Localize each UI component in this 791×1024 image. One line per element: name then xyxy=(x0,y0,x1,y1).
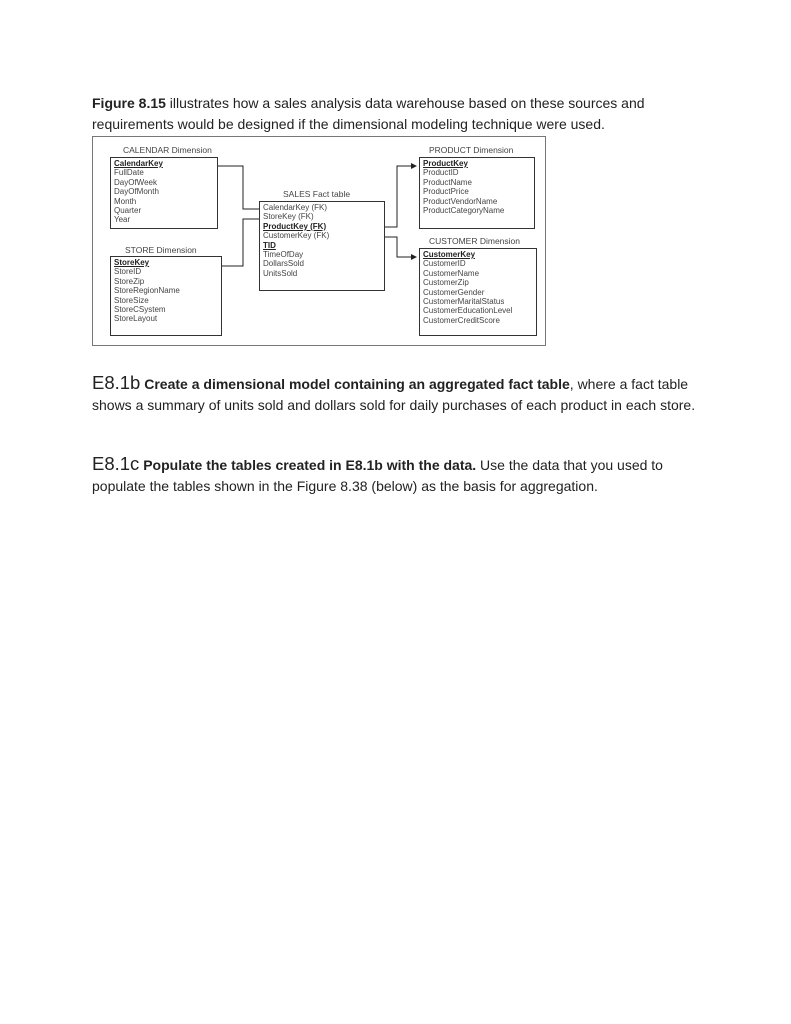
product-dimension-title: PRODUCT Dimension xyxy=(429,145,514,155)
product-attr: ProductPrice xyxy=(423,187,469,197)
customer-attr: CustomerName xyxy=(423,268,480,278)
store-attr: StoreCSystem xyxy=(114,305,166,315)
sales-fact-title: SALES Fact table xyxy=(283,189,351,199)
sales-fact-table xyxy=(259,201,385,291)
exercise-e81c-text: Use the data that you used to populate the tables shown in the Figure 8.38 (below) as the basis for aggregation. xyxy=(92,457,663,494)
sales-attr: StoreKey (FK) xyxy=(263,212,314,222)
calendar-attr: Year xyxy=(114,215,131,225)
dimensional-model-figure xyxy=(92,136,546,346)
exercise-e81c-bold: Populate the tables created in E8.1b with the data. xyxy=(139,457,477,473)
sales-attr: ProductKey (FK) xyxy=(263,221,327,231)
customer-attr: CustomerEducationLevel xyxy=(423,306,513,316)
figure-reference: Figure 8.15 xyxy=(92,95,166,111)
exercise-e81c-label: E8.1c xyxy=(92,453,140,474)
calendar-attr: Quarter xyxy=(114,206,142,216)
store-attr: StoreZip xyxy=(114,276,145,286)
exercise-e81b-bold: Create a dimensional model containing an aggregated fact table xyxy=(140,376,570,392)
link-store xyxy=(217,219,259,266)
customer-dimension-title: CUSTOMER Dimension xyxy=(429,236,521,246)
exercise-e81b xyxy=(92,372,702,416)
product-attr: ProductName xyxy=(423,177,472,187)
store-dimension-title: STORE Dimension xyxy=(125,245,197,255)
store-attr: StoreID xyxy=(114,267,142,277)
customer-attr: CustomerGender xyxy=(423,287,485,297)
sales-attr: TimeOfDay xyxy=(263,250,304,260)
product-attr: ProductVendorName xyxy=(423,196,498,206)
calendar-attr: FullDate xyxy=(114,168,144,178)
customer-attr: CustomerCreditScore xyxy=(423,315,500,325)
sales-attr: DollarsSold xyxy=(263,259,304,269)
store-attr: StoreRegionName xyxy=(114,286,180,296)
exercise-e81b-label: E8.1b xyxy=(92,372,141,393)
calendar-attr: DayOfWeek xyxy=(114,177,157,187)
customer-key: CustomerKey xyxy=(423,250,476,259)
calendar-dimension-table xyxy=(110,157,218,229)
calendar-dimension-title: CALENDAR Dimension xyxy=(123,145,212,155)
sales-attr: CustomerKey (FK) xyxy=(263,231,330,241)
exercise-e81b-text: , where a fact table shows a summary of units sold and dollars sold for daily purchases of each product in each store. xyxy=(92,376,696,413)
store-attr: StoreSize xyxy=(114,295,149,305)
store-attr: StoreLayout xyxy=(114,314,158,324)
customer-attr: CustomerZip xyxy=(423,278,469,288)
sales-attr: CalendarKey (FK) xyxy=(263,203,328,212)
customer-attr: CustomerMaritalStatus xyxy=(423,297,505,307)
sales-attr: UnitsSold xyxy=(263,268,298,278)
customer-dimension-table xyxy=(419,248,537,336)
customer-attr: CustomerID xyxy=(423,259,466,269)
calendar-key: CalendarKey xyxy=(114,159,163,168)
calendar-attr: Month xyxy=(114,196,137,206)
calendar-attr: DayOfMonth xyxy=(114,187,159,197)
intro-text: illustrates how a sales analysis data warehouse based on these sources and requirements would be designed if the dimensional modeling technique were used. xyxy=(92,95,645,132)
link-calendar xyxy=(213,166,259,209)
exercise-e81c xyxy=(92,453,702,497)
store-key: StoreKey xyxy=(114,258,150,267)
product-attr: ProductCategoryName xyxy=(423,206,505,216)
intro-paragraph xyxy=(92,93,702,135)
sales-attr: TID xyxy=(263,240,276,250)
product-attr: ProductID xyxy=(423,168,459,178)
product-key: ProductKey xyxy=(423,159,468,168)
product-dimension-table xyxy=(419,157,535,229)
store-dimension-table xyxy=(110,256,222,336)
